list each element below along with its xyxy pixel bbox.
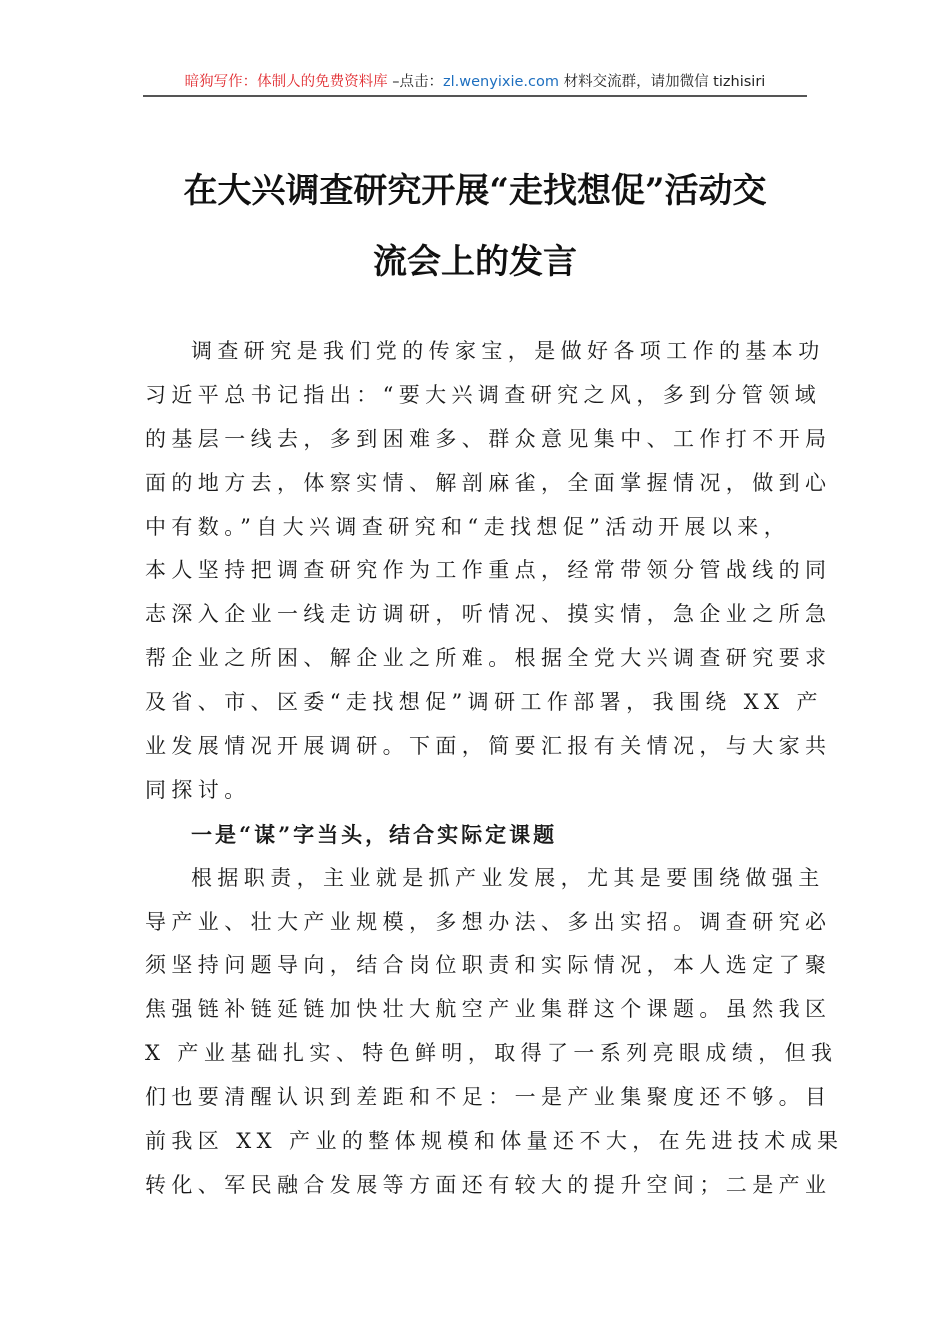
paragraph-line: 及省、市、区委“走找想促”调研工作部署，我围绕 XX 产 [145, 690, 823, 715]
paragraph-line: 业发展情况开展调研。下面，简要汇报有关情况，与大家共 [145, 734, 832, 759]
paragraph-line: 调查研究是我们党的传家宝，是做好各项工作的基本功 [191, 339, 825, 363]
document-title-line-1: 在大兴调查研究开展“走找想促”活动交 [183, 171, 767, 211]
paragraph-line: 习近平总书记指出：“要大兴调查研究之风，多到分管领域 [145, 382, 822, 407]
site-link[interactable]: zl.wenyixie.com [443, 74, 559, 90]
paragraph-line: 前我区 XX 产业的整体规模和体量还不大，在先进技术成果 [145, 1129, 844, 1154]
paragraph-line: 帮企业之所困、解企业之所难。根据全党大兴调查研究要求 [145, 646, 832, 671]
paragraph-line: 根据职责，主业就是抓产业发展，尤其是要围绕做强主 [191, 865, 825, 890]
paragraph-line: X 产业基础扎实、特色鲜明，取得了一系列亮眼成绩，但我 [145, 1041, 838, 1066]
paragraph-line: 本人坚持把调查研究作为工作重点，经常带领分管战线的同 [145, 558, 832, 583]
paragraph-line: 转化、军民融合发展等方面还有较大的提升空间；二是产业 [145, 1172, 832, 1197]
header-divider [143, 95, 807, 97]
paragraph-line: 面的地方去，体察实情、解剖麻雀，全面掌握情况，做到心 [145, 470, 832, 495]
section-heading: 一是“谋”字当头，结合实际定课题 [191, 821, 558, 847]
paragraph-line: 志深入企业一线走访调研，听情况、摸实情，急企业之所急 [145, 602, 832, 627]
document-title-line-2: 流会上的发言 [373, 242, 577, 282]
site-slogan: 暗狗写作：体制人的免费资料库 [184, 74, 388, 90]
paragraph-line: 须坚持问题导向，结合岗位职责和实际情况，本人选定了聚 [145, 953, 832, 978]
paragraph-line: 中有数。”自大兴调查研究和“走找想促”活动开展以来， [145, 514, 791, 539]
document-body [145, 330, 844, 1208]
paragraph-line: 们也要清醒认识到差距和不足：一是产业集聚度还不够。目 [145, 1085, 832, 1110]
paragraph-line: 导产业、壮大产业规模，多想办法、多出实招。调查研究必 [145, 909, 832, 934]
promo-header [145, 70, 805, 94]
paragraph-line: 同探讨。 [145, 777, 251, 802]
paragraph-line: 焦强链补链延链加快壮大航空产业集群这个课题。虽然我区 [145, 997, 832, 1022]
paragraph-line: 的基层一线去，多到困难多、群众意见集中、工作打不开局 [145, 426, 832, 451]
click-prompt: –点击： [387, 74, 444, 90]
wechat-contact: 材料交流群，请加微信 tizhisiri [558, 74, 766, 90]
